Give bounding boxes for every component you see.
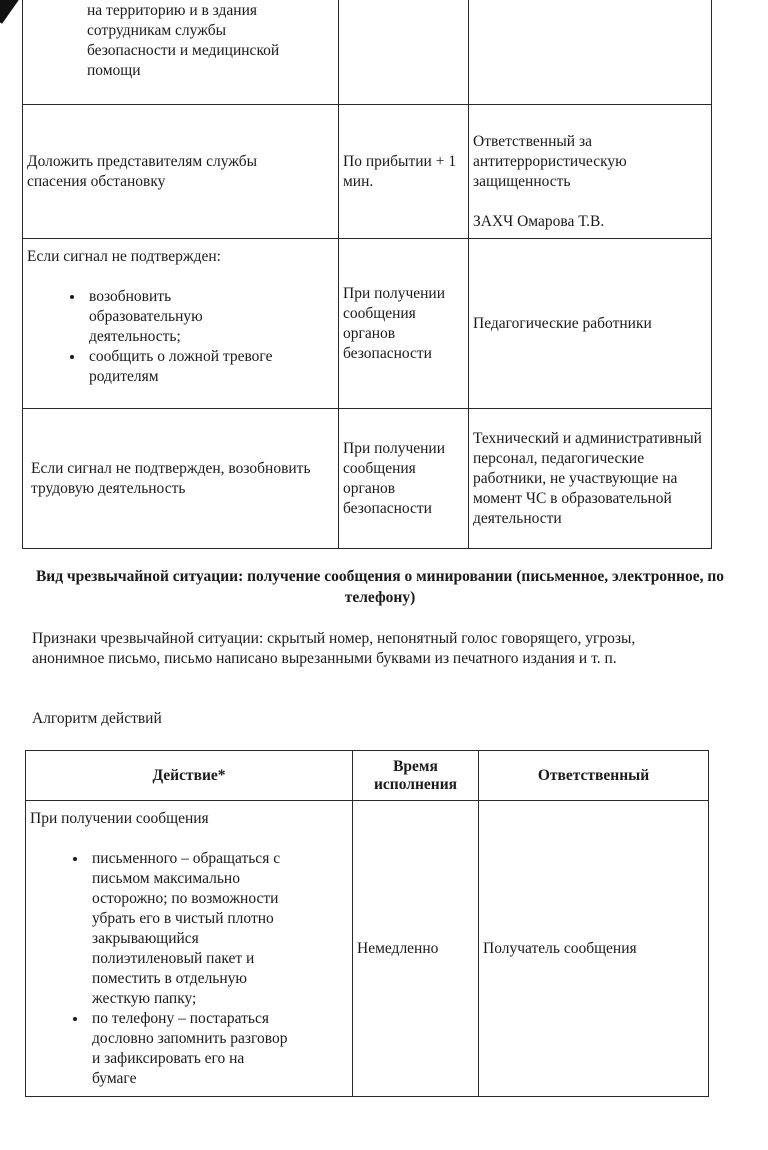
responsible-cell: Получатель сообщения bbox=[479, 801, 709, 1097]
emergency-type-heading: Вид чрезвычайной ситуации: получение сообщения о минировании (письменное, электронное, по телефону) bbox=[35, 568, 725, 606]
action-line: сотрудникам службы bbox=[87, 22, 227, 39]
action-intro: При получении сообщения bbox=[30, 810, 209, 827]
table-row bbox=[23, 0, 712, 105]
actions-table-continued bbox=[22, 0, 712, 549]
bomb-threat-actions-table bbox=[25, 750, 709, 1097]
table-row bbox=[23, 239, 712, 409]
responsible-name: ЗАХЧ Омарова Т.В. bbox=[473, 213, 605, 230]
table-row bbox=[26, 801, 709, 1097]
action-bullet: • письменного – обращаться с письмом максимально осторожно; по возможности убрать его в чистый плотно закрывающийся полиэтиленовый пакет и поместить в отдельную жесткую папку; bbox=[88, 849, 288, 1009]
responsible-cell bbox=[469, 0, 712, 105]
responsible-role: Ответственный за антитеррористическую защищенность bbox=[473, 133, 627, 190]
action-cell bbox=[23, 239, 339, 409]
action-line: на территорию и в здания bbox=[87, 2, 258, 19]
time-cell bbox=[339, 0, 469, 105]
responsible-cell: Технический и административный персонал, педагогические работники, не участвующие на момент ЧС в образовательной деятельности bbox=[469, 409, 712, 549]
header-action: Действие* bbox=[26, 751, 353, 801]
time-cell: При получении сообщения органов безопасности bbox=[339, 409, 469, 549]
time-cell: Немедленно bbox=[353, 801, 479, 1097]
action-bullet: • возобновить образовательную деятельность; bbox=[85, 287, 334, 347]
time-cell: По прибытии + 1 мин. bbox=[339, 105, 469, 239]
scan-corner-artifact bbox=[0, 0, 22, 24]
action-bullet-list bbox=[30, 849, 348, 1089]
header-time: Время исполнения bbox=[353, 751, 479, 801]
action-cell: Доложить представителям службы спасения обстановку bbox=[23, 105, 339, 239]
action-cell bbox=[23, 0, 339, 105]
action-bullet: • сообщить о ложной тревоге родителям bbox=[85, 347, 334, 387]
header-responsible: Ответственный bbox=[479, 751, 709, 801]
action-line: безопасности и медицинской bbox=[87, 42, 280, 59]
time-cell: При получении сообщения органов безопасности bbox=[339, 239, 469, 409]
emergency-signs-text: Признаки чрезвычайной ситуации: скрытый номер, непонятный голос говорящего, угрозы, анонимное письмо, письмо написано вырезанными буквами из печатного издания и т. п. bbox=[32, 630, 636, 667]
action-intro: Если сигнал не подтвержден: bbox=[27, 248, 221, 265]
action-line: помощи bbox=[87, 62, 141, 79]
action-cell: Если сигнал не подтвержден, возобновить трудовую деятельность bbox=[23, 409, 339, 549]
table-row bbox=[23, 409, 712, 549]
responsible-cell: Педагогические работники bbox=[469, 239, 712, 409]
action-cell bbox=[26, 801, 353, 1097]
table-header-row bbox=[26, 751, 709, 801]
table-row bbox=[23, 105, 712, 239]
action-bullet-list bbox=[27, 287, 334, 387]
algorithm-label: Алгоритм действий bbox=[32, 710, 162, 727]
action-bullet: • по телефону – постараться дословно запомнить разговор и зафиксировать его на бумаге bbox=[88, 1009, 288, 1089]
responsible-cell bbox=[469, 105, 712, 239]
